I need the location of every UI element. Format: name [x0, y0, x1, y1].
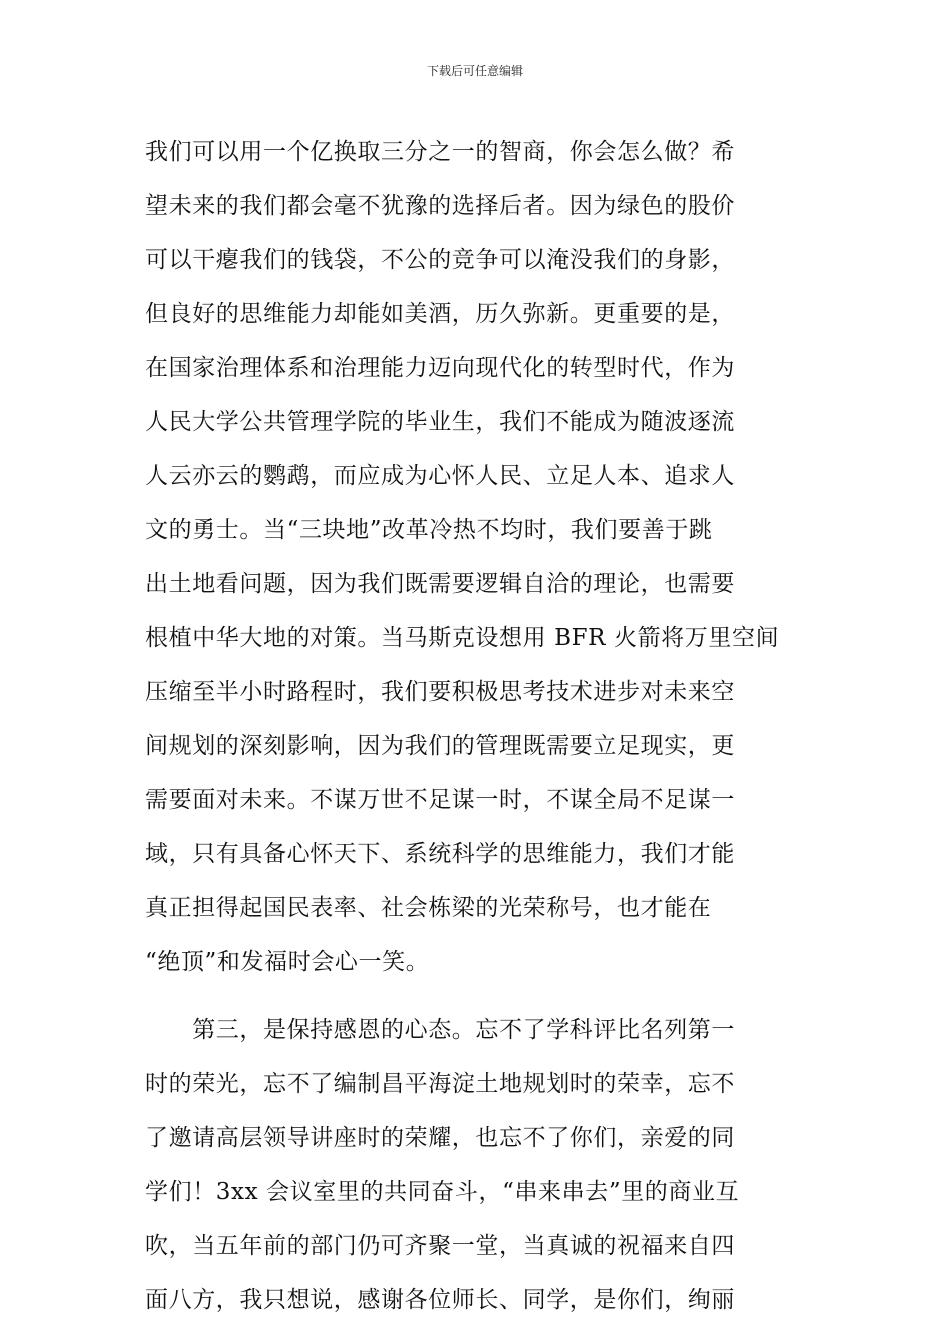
text-line: 在国家治理体系和治理能力迈向现代化的转型时代，作为: [145, 355, 735, 381]
text-line: 第三，是保持感恩的心态。忘不了学科评比名列第一: [145, 1017, 735, 1043]
paragraph-1: [145, 125, 810, 989]
text-line: 人云亦云的鹦鹉，而应成为心怀人民、立足人本、追求人: [145, 463, 735, 489]
paragraph-2: [145, 1003, 810, 1327]
text-line: 学们！3xx 会议室里的共同奋斗，“串来串去”里的商业互: [145, 1179, 740, 1205]
text-line: 域，只有具备心怀天下、系统科学的思维能力，我们才能: [145, 841, 735, 867]
text-line: 出土地看问题，因为我们既需要逻辑自洽的理论，也需要: [145, 571, 735, 597]
text-line: 时的荣光，忘不了编制昌平海淀土地规划时的荣幸，忘不: [145, 1071, 735, 1097]
text-line: “绝顶”和发福时会心一笑。: [145, 949, 430, 975]
text-line: 吹，当五年前的部门仍可齐聚一堂，当真诚的祝福来自四: [145, 1233, 735, 1259]
text-line: 了邀请高层领导讲座时的荣耀，也忘不了你们，亲爱的同: [145, 1125, 735, 1151]
text-line: 可以干瘪我们的钱袋，不公的竞争可以淹没我们的身影，: [145, 247, 735, 273]
text-line: 望未来的我们都会毫不犹豫的选择后者。因为绿色的股价: [145, 193, 735, 219]
page-header: 下载后可任意编辑: [426, 64, 523, 78]
text-line: 但良好的思维能力却能如美酒，历久弥新。更重要的是，: [145, 301, 735, 327]
text-line: 真正担得起国民表率、社会栋梁的光荣称号，也才能在: [145, 895, 712, 921]
text-line: 人民大学公共管理学院的毕业生，我们不能成为随波逐流: [145, 409, 735, 435]
text-line: 根植中华大地的对策。当马斯克设想用 BFR 火箭将万里空间: [145, 625, 780, 651]
text-line: 面八方，我只想说，感谢各位师长、同学，是你们，绚丽: [145, 1287, 735, 1313]
text-line: 我们可以用一个亿换取三分之一的智商，你会怎么做？希: [145, 139, 735, 165]
text-line: 压缩至半小时路程时，我们要积极思考技术进步对未来空: [145, 679, 735, 705]
text-line: 需要面对未来。不谋万世不足谋一时，不谋全局不足谋一: [145, 787, 735, 813]
text-line: 文的勇士。当“三块地”改革冷热不均时，我们要善于跳: [145, 517, 713, 543]
text-line: 间规划的深刻影响，因为我们的管理既需要立足现实，更: [145, 733, 735, 759]
paragraph-spacer: [145, 989, 810, 1003]
document-body: [145, 125, 810, 1327]
